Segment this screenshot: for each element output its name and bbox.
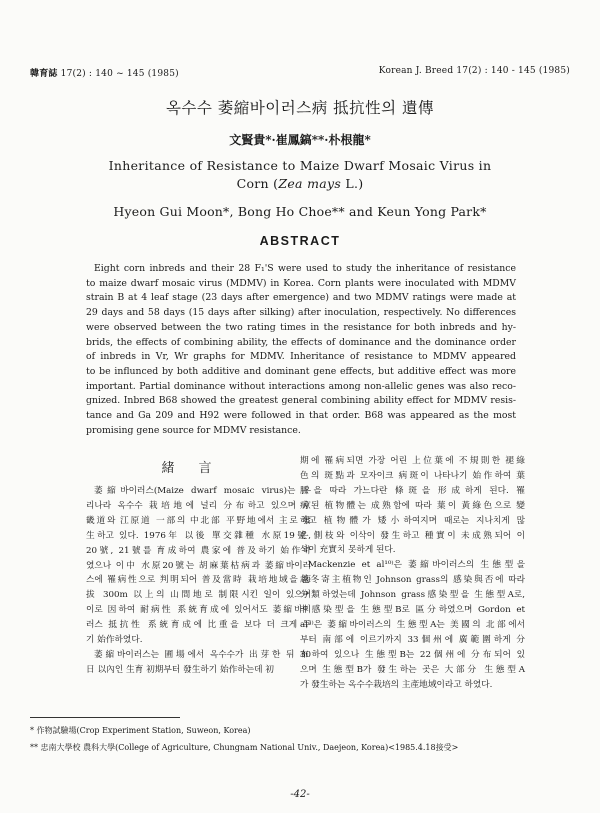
paragraph-line: 期에 罹病되면 가장 어린 上位葉에 不規則한 褪綠 xyxy=(300,456,525,466)
title-korean: 옥수수 萎縮바이러스病 抵抗性의 遺傳 xyxy=(165,99,435,117)
abstract-line: promising gene source for MDMV resistance. xyxy=(86,424,301,436)
paragraph-line: 非感染型을 生態型B로 區分하였으며 Gordon et xyxy=(300,605,525,616)
footnote-rule xyxy=(30,717,180,718)
paragraph-line: 은 側枝와 이삭이 發生하고 種實이 未成熟되어 이 xyxy=(300,530,525,541)
abstract-body xyxy=(86,262,516,438)
abstract-line: strain B at 4 leaf stage (23 days after emergence) and two MDMV ratings were made at xyxy=(86,292,516,304)
title-english-line2 xyxy=(0,175,600,193)
title-english-line1: Inheritance of Resistance to Maize Dwarf Mosaic Virus in xyxy=(108,158,492,173)
authors-english: Hyeon Gui Moon*, Bong Ho Choe** and Keun Yong Park* xyxy=(113,204,487,219)
right-column xyxy=(300,454,525,693)
paragraph-line: 色의 斑點과 모자이크 病斑이 나타나기 始作하여 葉 xyxy=(300,470,525,481)
page-number: -42- xyxy=(290,789,310,800)
paragraph-line: 脈을 따라 가느다란 條斑을 形成하게 된다. 罹 xyxy=(300,485,525,496)
title-english xyxy=(0,157,600,193)
paragraph-line: 日 以內인 生育 初期부터 發生하기 始作하는데 初 xyxy=(86,664,274,675)
abstract-heading: ABSTRACT xyxy=(259,234,341,248)
abstract-line: to maize dwarf mosaic virus (MDMV) in Korea. Corn plants were inoculated with MDMV xyxy=(86,277,516,289)
footnote-affiliation-1: * 作物試驗場(Crop Experiment Station, Suweon, Korea) xyxy=(30,726,251,735)
abstract-line: tance and Ga 209 and H92 were followed in that order. B68 was appeared as the most xyxy=(86,410,516,422)
paragraph-line: 스에 罹病性으로 判明되어 普及當時 栽培地域을 海 xyxy=(86,575,311,586)
paragraph-line: 부터 南部에 이르기까지 33個州에 廣範圍하게 分 xyxy=(300,634,525,645)
abstract-line: 29 days and 58 days (15 days after silking) after inoculation, respectively. No differences xyxy=(86,307,516,319)
footnote-affiliation-2: ** 忠南大學校 農科大學(College of Agriculture, Chungnam National Univ., Daejeon, Korea)<1985.4.18接受> xyxy=(30,743,459,752)
paragraph-line: 生하고 있다. 1976年 以後 單交雜種 水原19號, xyxy=(86,530,311,541)
abstract-line: of inbreds in Vr, Wr graphs for MDMV. Inheritance of resistance to MDMV appeared xyxy=(86,351,516,363)
abstract-line: were observed between the two rating times in the resistance for both inbreds and hy- xyxy=(86,321,516,333)
paragraph-line: 였으나 이中 水原20號는 胡麻葉枯病과 萎縮바이러 xyxy=(86,560,311,571)
paragraph-line: 리나라 옥수수 栽培地에 널리 分布하고 있으며 京 xyxy=(86,500,311,511)
paragraph-line: 布하여 있으나 生態型B는 22個州에 分布되어 있 xyxy=(300,649,525,660)
running-head-left xyxy=(30,66,179,79)
paragraph-line: 分類하였는데 Johnson grass感染型을 生態型A로, xyxy=(300,590,525,601)
paragraph-line: 삭이 充實치 못하게 된다. xyxy=(300,545,396,556)
paragraph-line: 拔 300m 以上의 山間地로 制限시킨 일이 있으며 xyxy=(86,590,311,601)
running-head-right: Korean J. Breed 17(2) : 140 - 145 (1985) xyxy=(378,66,570,76)
paragraph-line: 病된 植物體는 成熟함에 따라 葉이 黃綠色으로 變 xyxy=(300,500,525,511)
paragraph-line: 으며 生態型B가 發生하는 곳은 大部分 生態型A xyxy=(300,664,525,675)
abstract-line: brids, the effects of combining ability, the effects of dominance and the dominance order xyxy=(86,336,516,348)
title-line2-pre: Corn ( xyxy=(236,176,279,191)
paragraph-line: 가 發生하는 옥수수栽培의 主產地域이라고 하였다. xyxy=(300,679,493,690)
paragraph-line: 萎縮바이러스는 圃場에서 옥수수가 出芽한 뒤 30 xyxy=(94,649,311,660)
paragraph-line: Mackenzie et al¹⁰⁾은 萎縮바이러스의 生態型을 xyxy=(308,560,525,571)
paragraph-line: 이로 因하여 耐病性 系統育成에 있어서도 萎縮바이 xyxy=(86,605,311,616)
paragraph-line: 20號, 21號를 育成하여 農家에 普及하기 始作하 xyxy=(86,545,311,556)
authors-korean: 文賢貴*·崔鳳鎬**·朴根龍* xyxy=(229,133,371,147)
species-name: Zea mays xyxy=(278,176,342,191)
section-heading-introduction: 緒言 xyxy=(161,461,236,476)
title-line2-post: L.) xyxy=(341,176,364,191)
abstract-line: important. Partial dominance without interactions among non-allelic genes was also reco- xyxy=(86,380,516,392)
left-column-text xyxy=(86,484,311,678)
abstract-line: gnized. Inbred B68 showed the greatest general combining ability effect for MDMV resis- xyxy=(86,395,516,407)
paragraph-line: 畿道와 江原道 一部의 中北部 平野地에서 主로 發 xyxy=(86,515,311,526)
paragraph-line: 越冬寄主植物인 Johnson grass의 感染與否에 따라 xyxy=(300,575,525,586)
abstract-line: to be influnced by both additive and dominant gene effects, but additive effect was more xyxy=(86,365,516,377)
paragraph-line: 기 始作하였다. xyxy=(86,635,143,646)
abstract-line: Eight corn inbreds and their 28 F₁'S were used to study the inheritance of resistance xyxy=(94,263,516,274)
paragraph-line: 萎縮바이러스(Maize dwarf mosaic virus)는 우 xyxy=(94,486,311,496)
paragraph-line: 러스 抵抗性 系統育成에 比重을 보다 더 크게 두 xyxy=(86,620,311,631)
left-column xyxy=(86,454,311,678)
journal-ref-left: 17(2) : 140 ~ 145 (1985) xyxy=(60,69,179,79)
journal-abbrev: 韓育誌 xyxy=(30,69,58,79)
paragraph-line: 하고 植物體가 矮小하여지며 때로는 지나치게 많 xyxy=(300,515,525,526)
paragraph-line: al³⁾은 萎縮바이러스의 生態型A는 美國의 北部에서 xyxy=(300,619,525,630)
